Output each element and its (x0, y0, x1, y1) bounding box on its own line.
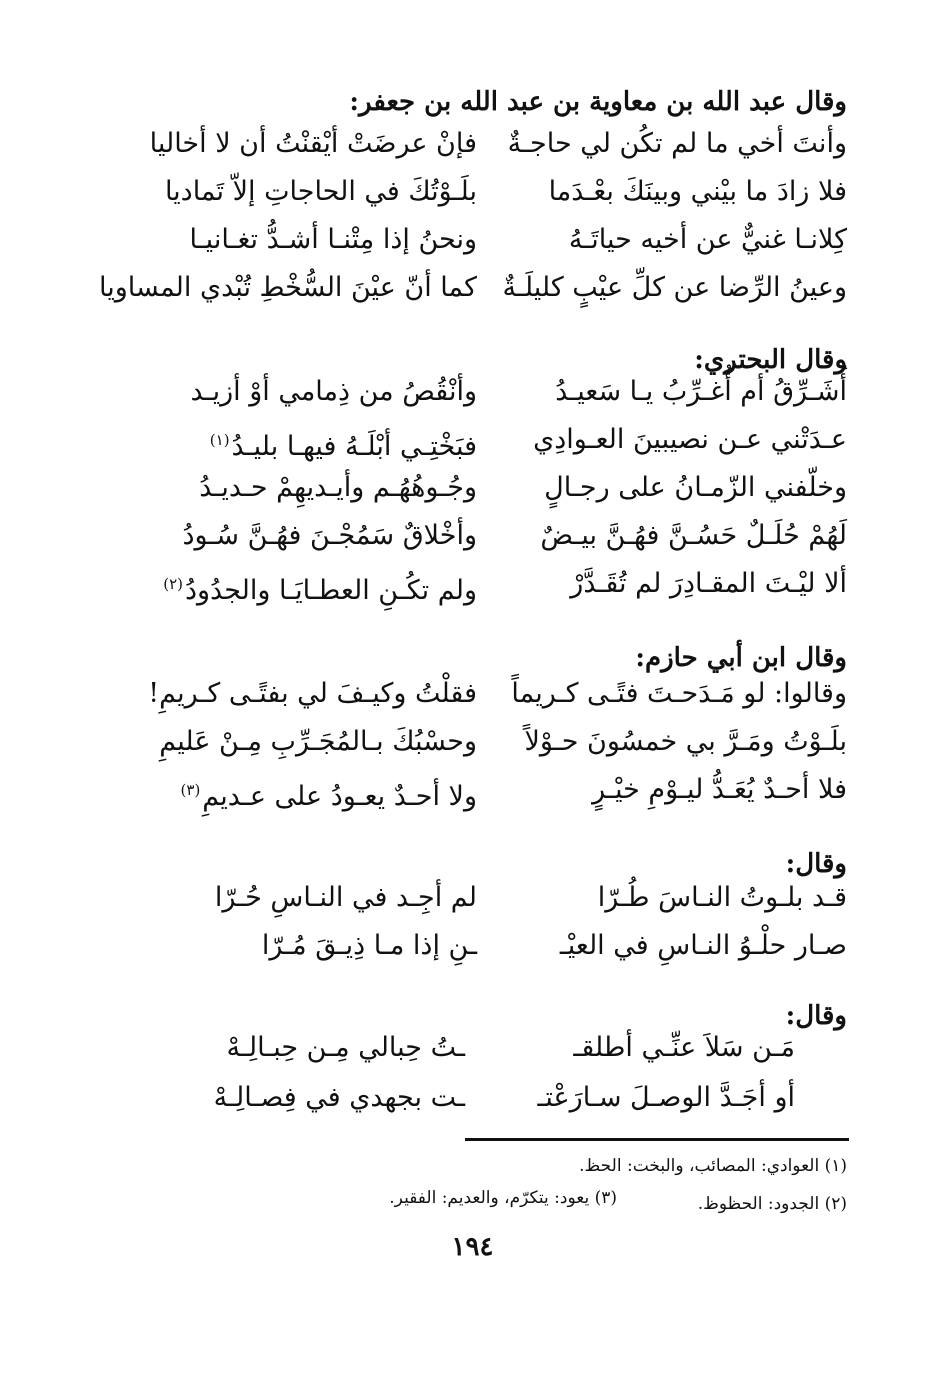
poem-2-verse-3 (147, 466, 847, 514)
hemistich-text: ولا أحـدٌ يعـودُ على عـديمِ (202, 781, 477, 812)
intro-ibn-abi-hazim: وقال ابن أبي حازم: (635, 643, 847, 673)
second-hemistich: لم أجِـد في النـاسِ حُـرّا (214, 882, 477, 913)
second-hemistich: فقلْتُ وكيـفَ لي بفتًـى كـريمِ! (148, 678, 477, 709)
poem-4-verse-1 (147, 876, 847, 924)
second-hemistich (147, 768, 477, 819)
second-hemistich: وأنْقُصُ من ذِمامي أوْ أزيـد (190, 376, 477, 407)
second-hemistich: وأخْلاقٌ سَمُجْـنَ فهُـنَّ سُـودُ (182, 520, 477, 551)
first-hemistich: ألا ليْـتَ المقـادِرَ لم تُقَـدَّرْ (570, 568, 847, 599)
intro-poem-4: وقال: (785, 849, 847, 879)
second-hemistich: وجُـوهُهُـم وأيـديهِمْ حـديـدُ (199, 472, 477, 503)
first-hemistich: صـار حلْـوُ النـاسِ في العيْـ (559, 930, 847, 961)
poem-4-verse-2 (147, 924, 847, 972)
poem-2-verse-4 (147, 514, 847, 562)
footnote-2: (٢) الجدود: الحظوظ. (697, 1194, 847, 1214)
first-hemistich: وخلّفني الزّمـانُ على رجـالٍ (544, 472, 847, 503)
second-hemistich: ـنِ إذا مـا ذِيـقَ مُـرّا (261, 930, 477, 961)
poem-1-verse-4 (98, 266, 847, 314)
second-hemistich: ونحنُ إذا مِتْنـا أشـدُّ تغـانيـا (189, 224, 477, 255)
first-hemistich: أو أجَـدَّ الوصـلَ سـارَعْتـ (537, 1082, 795, 1113)
page-number: ١٩٤ (451, 1232, 494, 1262)
second-hemistich (147, 562, 477, 613)
first-hemistich: وقالوا: لو مَـدَحـتَ فتًـى كـريماً (511, 678, 847, 709)
first-hemistich: قـد بلـوتُ النـاسَ طُـرّا (597, 882, 847, 913)
footnote-3: (٣) يعود: يتكرّم، والعديم: الفقير. (389, 1188, 617, 1208)
footnote-1: (١) العوادي: المصائب، والبخت: الحظ. (579, 1156, 847, 1176)
first-hemistich: عـدَتْني عـن نصيبينَ العـوادِي (533, 424, 847, 455)
hemistich-text: ولم تكُـنِ العطـايَـا والجدُودُ (185, 575, 477, 606)
first-hemistich: لَهُمْ حُلَـلٌ حَسُـنَّ فهُـنَّ بيـضٌ (540, 520, 847, 551)
poem-2-verse-1 (147, 370, 847, 418)
first-hemistich: بلَـوْتُ ومَـرَّ بي خمسُونَ حـوْلاً (524, 726, 847, 757)
poem-3-verse-2 (147, 720, 847, 768)
first-hemistich: فلا زادَ ما بيْني وبينَكَ بعْـدَما (548, 176, 847, 207)
poem-1-verse-3 (147, 218, 847, 266)
second-hemistich: بلَـوْتُكَ في الحاجاتِ إلاّ تَماديا (164, 176, 477, 207)
first-hemistich: فلا أحـدٌ يُعَـدُّ ليـوْمِ خيْـرٍ (592, 774, 847, 805)
hemistich-text: فبَخْتِـي أبْلَـهُ فيهـا بليـدُ (231, 431, 477, 462)
first-hemistich: مَـن سَلاَ عنِّـي أطلقـ (573, 1032, 795, 1063)
first-hemistich: وعينُ الرِّضا عن كلِّ عيْبٍ كليلَـةٌ (502, 272, 847, 303)
poem-2-verse-2 (147, 418, 847, 466)
poem-3-verse-3 (147, 768, 847, 816)
poem-3-verse-1 (147, 672, 847, 720)
second-hemistich: وحسْبُكَ بـالمُجَـرِّبِ مِـنْ عَليمِ (159, 726, 477, 757)
poem-2-verse-5 (147, 562, 847, 610)
second-hemistich: فإنْ عرضَتْ أيْقنْتُ أن لا أخاليا (149, 128, 477, 159)
second-hemistich (147, 418, 477, 469)
first-hemistich: أُشَـرِّقُ أم أُغـرِّبُ يـا سَعيـدُ (555, 376, 847, 407)
poem-5-verse-1 (155, 1026, 795, 1074)
poem-5-verse-2 (155, 1076, 795, 1124)
first-hemistich: كِلانـا غنيٌّ عن أخيه حياتَـهُ (568, 224, 847, 255)
footnote-separator (465, 1138, 849, 1141)
poem-1-verse-2 (147, 170, 847, 218)
intro-buhturi: وقال البحتري: (694, 345, 847, 375)
footnote-marker: (٣) (180, 781, 201, 799)
footnote-marker: (١) (209, 431, 230, 449)
footnote-marker: (٢) (163, 575, 183, 593)
first-hemistich: وأنتَ أخي ما لم تكُن لي حاجـةٌ (507, 128, 847, 159)
intro-poem-5: وقال: (785, 1001, 847, 1031)
second-hemistich: كما أنّ عيْنَ السُّخْطِ تُبْدي المساويا (98, 272, 477, 303)
second-hemistich: ـت بجهدي في فِصـالِـهْ (213, 1082, 465, 1113)
second-hemistich: ـتُ حِبالي مِـن حِبـالِـهْ (226, 1032, 465, 1063)
intro-abdullah-ibn-muawiya: وقال عبد الله بن معاوية بن عبد الله بن جعفر: (349, 87, 847, 117)
poem-1-verse-1 (147, 122, 847, 170)
